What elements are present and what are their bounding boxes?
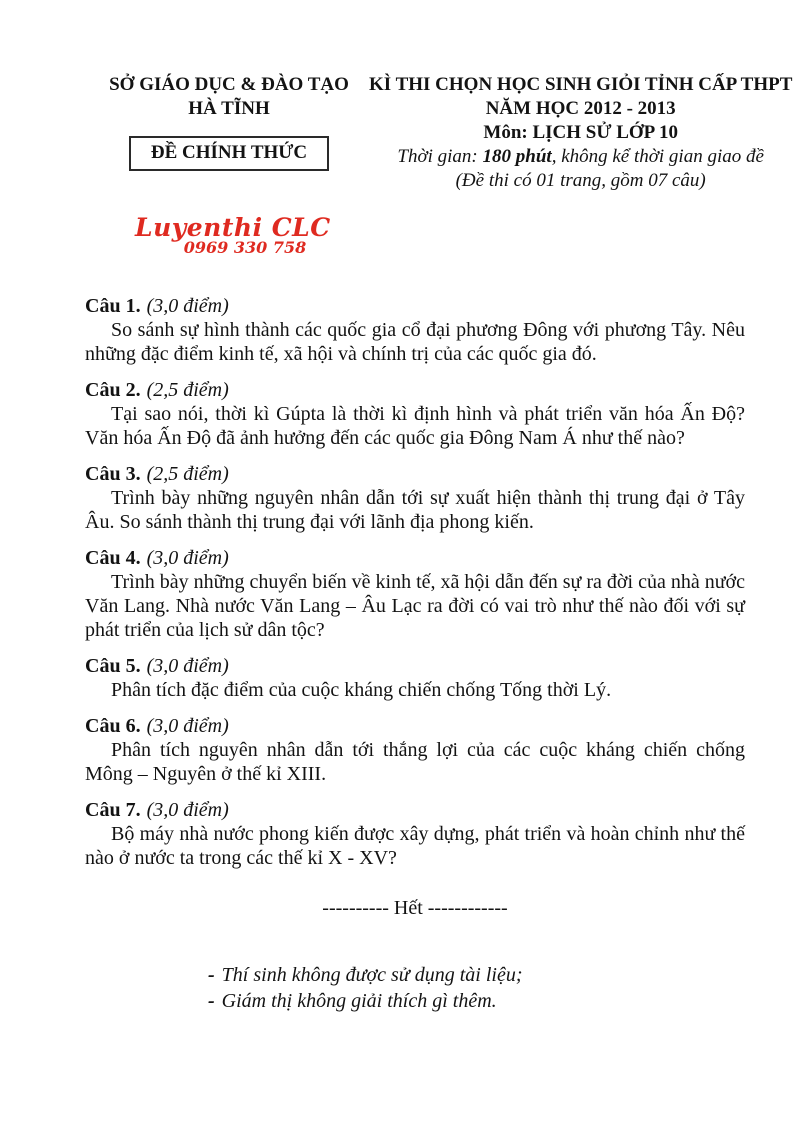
duration-prefix: Thời gian: bbox=[397, 146, 483, 167]
question-7-points: (3,0 điểm) bbox=[146, 799, 229, 821]
instruction-2-bullet: - bbox=[208, 990, 215, 1012]
logo-phone-number: 0969 330 758 bbox=[183, 238, 307, 257]
official-exam-box-wrap bbox=[95, 136, 363, 171]
instruction-line-2 bbox=[208, 988, 745, 1014]
document-header bbox=[0, 0, 800, 193]
question-6-text: Phân tích nguyên nhân dẫn tới thắng lợi của các cuộc kháng chiến chống Mông – Nguyên ở thế kỉ XIII. bbox=[85, 739, 745, 785]
question-1-label: Câu 1. bbox=[85, 295, 141, 317]
question-7 bbox=[85, 798, 745, 870]
question-6-heading bbox=[85, 714, 745, 738]
authority-name-line2: HÀ TĨNH bbox=[188, 98, 270, 119]
instruction-1-bullet: - bbox=[208, 964, 215, 986]
question-list bbox=[85, 294, 745, 1014]
issuing-authority-block bbox=[95, 73, 363, 171]
question-6-points: (3,0 điểm) bbox=[146, 715, 229, 737]
question-1 bbox=[85, 294, 745, 366]
duration-value: 180 phút bbox=[482, 146, 552, 167]
official-exam-box: ĐỀ CHÍNH THỨC bbox=[129, 136, 329, 171]
question-4-points: (3,0 điểm) bbox=[146, 547, 229, 569]
question-6-label: Câu 6. bbox=[85, 715, 141, 737]
instruction-line-1 bbox=[208, 962, 745, 988]
question-5-heading bbox=[85, 654, 745, 678]
question-2-label: Câu 2. bbox=[85, 379, 141, 401]
question-7-label: Câu 7. bbox=[85, 799, 141, 821]
question-1-points: (3,0 điểm) bbox=[146, 295, 229, 317]
question-4 bbox=[85, 546, 745, 642]
exam-subject: Môn: LỊCH SỬ LỚP 10 bbox=[483, 122, 678, 143]
exam-page-note: (Đề thi có 01 trang, gồm 07 câu) bbox=[455, 170, 706, 191]
exam-title-block bbox=[363, 73, 792, 193]
exam-year: NĂM HỌC 2012 - 2013 bbox=[485, 98, 676, 119]
question-1-text: So sánh sự hình thành các quốc gia cổ đại phương Đông với phương Tây. Nêu những đặc điểm kinh tế, xã hội và chính trị của các quốc gia đó. bbox=[85, 319, 745, 365]
question-2-heading bbox=[85, 378, 745, 402]
authority-name-line1: SỞ GIÁO DỤC & ĐÀO TẠO bbox=[109, 74, 349, 95]
question-3-heading bbox=[85, 462, 745, 486]
question-1-heading bbox=[85, 294, 745, 318]
question-2 bbox=[85, 378, 745, 450]
duration-suffix: , không kể thời gian giao đề bbox=[551, 146, 764, 167]
luyenthi-clc-logo bbox=[135, 213, 331, 257]
question-7-text: Bộ máy nhà nước phong kiến được xây dựng, phát triển và hoàn chỉnh như thế nào ở nước ta trong các thế kỉ X - XV? bbox=[85, 823, 745, 869]
question-5 bbox=[85, 654, 745, 702]
question-6 bbox=[85, 714, 745, 786]
instruction-1-text: Thí sinh không được sử dụng tài liệu; bbox=[221, 964, 523, 986]
exam-title: KÌ THI CHỌN HỌC SINH GIỎI TỈNH CẤP THPT bbox=[369, 74, 793, 95]
logo-name-text: Luyenthi CLC bbox=[135, 213, 331, 242]
question-7-heading bbox=[85, 798, 745, 822]
question-2-points: (2,5 điểm) bbox=[146, 379, 229, 401]
exam-instructions bbox=[208, 962, 745, 1014]
question-5-label: Câu 5. bbox=[85, 655, 141, 677]
question-4-heading bbox=[85, 546, 745, 570]
question-5-text: Phân tích đặc điểm của cuộc kháng chiến chống Tống thời Lý. bbox=[111, 679, 612, 701]
exam-duration-line bbox=[369, 145, 792, 169]
question-3-label: Câu 3. bbox=[85, 463, 141, 485]
question-3-text: Trình bày những nguyên nhân dẫn tới sự xuất hiện thành thị trung đại ở Tây Âu. So sánh thành thị trung đại với lãnh địa phong kiến. bbox=[85, 487, 745, 533]
question-3-points: (2,5 điểm) bbox=[146, 463, 229, 485]
end-of-exam-marker: ---------- Hết ------------ bbox=[322, 897, 508, 919]
question-4-text: Trình bày những chuyển biến về kinh tế, xã hội dẫn đến sự ra đời của nhà nước Văn Lang. Nhà nước Văn Lang – Âu Lạc ra đời có vai trò như thế nào đối với sự phát triển của lịch sử dân tộc? bbox=[85, 571, 745, 641]
question-3 bbox=[85, 462, 745, 534]
question-4-label: Câu 4. bbox=[85, 547, 141, 569]
question-5-points: (3,0 điểm) bbox=[146, 655, 229, 677]
instruction-2-text: Giám thị không giải thích gì thêm. bbox=[221, 990, 497, 1012]
question-2-text: Tại sao nói, thời kì Gúpta là thời kì định hình và phát triển văn hóa Ấn Độ? Văn hóa Ấn Độ đã ảnh hưởng đến các quốc gia Đông Nam Á như thế nào? bbox=[85, 403, 745, 449]
